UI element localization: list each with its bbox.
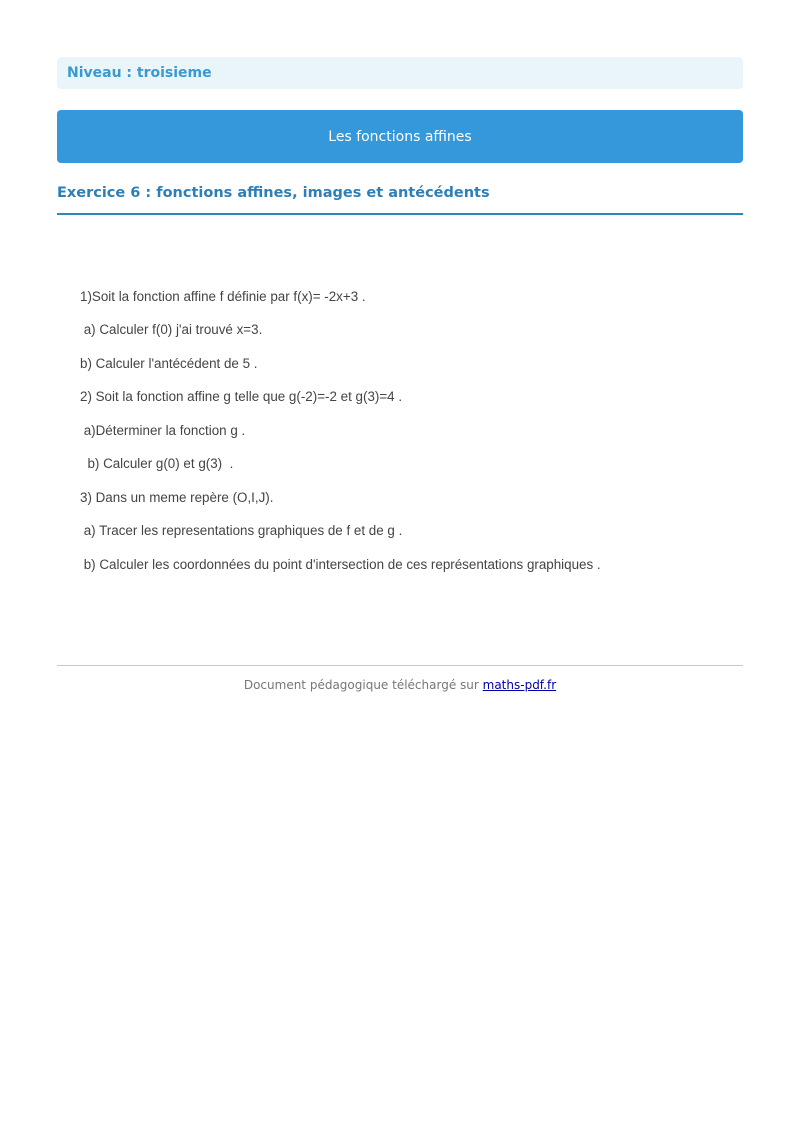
footer	[57, 678, 743, 692]
exercise-line: 1)Soit la fonction affine f définie par f(x)= -2x+3 .	[80, 289, 366, 304]
lesson-title: Les fonctions affines	[328, 128, 472, 145]
exercise-line: b) Calculer l'antécédent de 5 .	[80, 356, 258, 371]
exercise-line: b) Calculer g(0) et g(3) .	[80, 456, 234, 471]
footer-text: Document pédagogique téléchargé sur	[243, 678, 483, 692]
exercise-line: 3) Dans un meme repère (O,I,J).	[80, 490, 274, 505]
exercise-line: a)Déterminer la fonction g .	[80, 423, 246, 438]
exercise-title: Exercice 6 : fonctions affines, images et antécédents	[57, 185, 743, 215]
footer-link[interactable]: maths-pdf.fr	[482, 678, 557, 692]
footer-divider	[57, 665, 743, 666]
level-label: Niveau : troisieme	[67, 65, 212, 81]
exercise-line: b) Calculer les coordonnées du point d'intersection de ces représentations graphiques .	[80, 557, 601, 572]
exercise-line: a) Tracer les representations graphiques de f et de g .	[80, 523, 403, 538]
exercise-line: 2) Soit la fonction affine g telle que g(-2)=-2 et g(3)=4 .	[80, 389, 403, 404]
exercise-line: a) Calculer f(0) j'ai trouvé x=3.	[80, 322, 263, 337]
